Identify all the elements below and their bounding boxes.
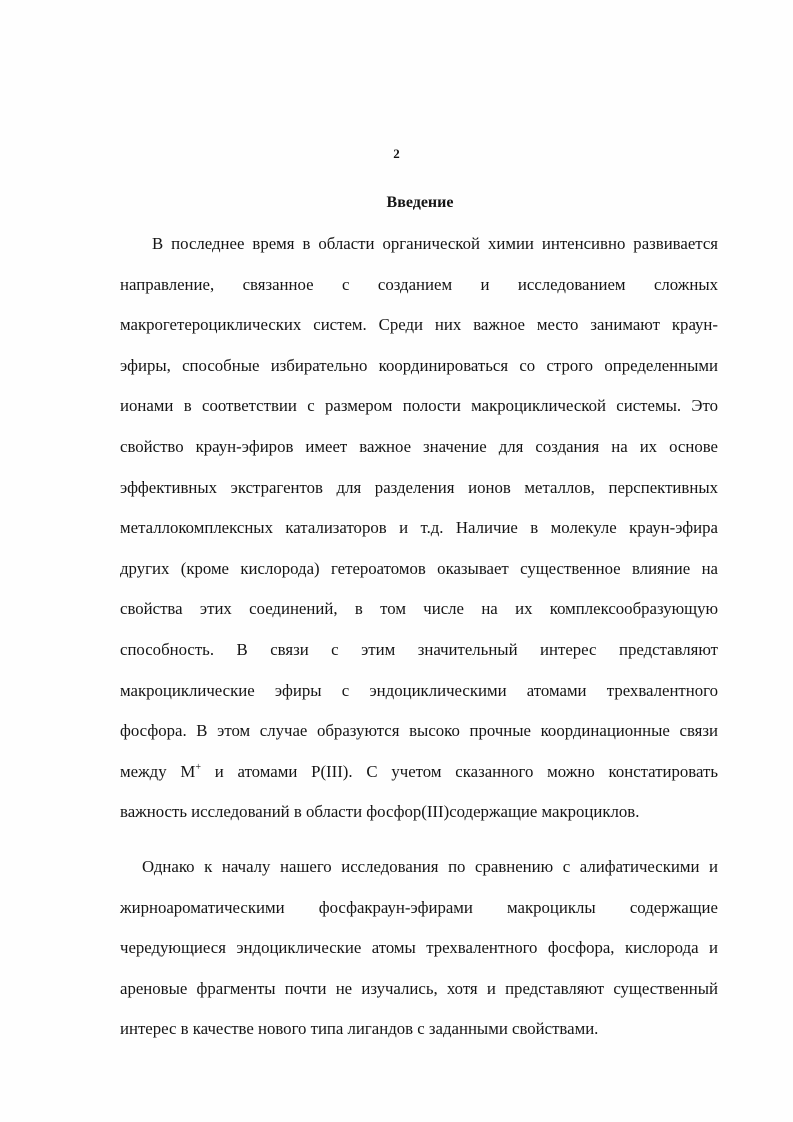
text-line: металлокомплексных катализаторов и т.д. Наличие в молекуле краун-эфира [120,518,718,538]
text-fragment: между M [120,761,196,781]
text-line: интерес в качестве нового типа лигандов с заданными свойствами. [120,1019,599,1039]
text-line: свойство краун-эфиров имеет важное значение для создания на их основе [120,436,718,456]
section-title: Введение [386,194,454,211]
text-line: чередующиеся эндоциклические атомы трехвалентного фосфора, кислорода и [120,938,718,958]
text-line: ареновые фрагменты почти не изучались, хотя и представляют существенный [120,978,718,998]
text-line-with-superscript [120,760,718,801]
text-fragment: и атомами P(III). С учетом сказанного можно констатировать [200,761,718,781]
text-line: В последнее время в области органической химии интенсивно развивается [152,234,718,253]
text-line: макрогетероциклических систем. Среди них важное место занимают краун- [120,315,718,335]
text-line: макроциклические эфиры с эндоциклическими атомами трехвалентного [120,680,718,700]
text-line: Однако к началу нашего исследования по сравнению с алифатическими и [142,856,718,876]
text-line: других (кроме кислорода) гетероатомов оказывает существенное влияние на [120,558,718,578]
paragraph-gap [120,841,718,855]
document-body [120,232,718,1058]
text-line: эфиры, способные избирательно координироваться со строго определенными [120,355,718,375]
page-number: 2 [393,146,400,161]
superscript: + [195,761,201,773]
text-line: направление, связанное с созданием и исследованием сложных [120,274,718,294]
text-line: важность исследований в области фосфор(III)содержащие макроциклов. [120,802,640,822]
paragraph-1 [120,232,718,841]
text-line: жирноароматическими фосфакраун-эфирами макроциклы содержащие [120,897,718,917]
text-line: эффективных экстрагентов для разделения ионов металлов, перспективных [120,477,718,497]
text-line: свойства этих соединений, в том числе на их комплексообразующую [120,599,718,619]
text-line: способность. В связи с этим значительный интерес представляют [120,639,718,659]
text-line: фосфора. В этом случае образуются высоко прочные координационные связи [120,721,718,741]
paragraph-2 [120,855,718,1058]
text-line: ионами в соответствии с размером полости макроциклической системы. Это [120,396,718,416]
